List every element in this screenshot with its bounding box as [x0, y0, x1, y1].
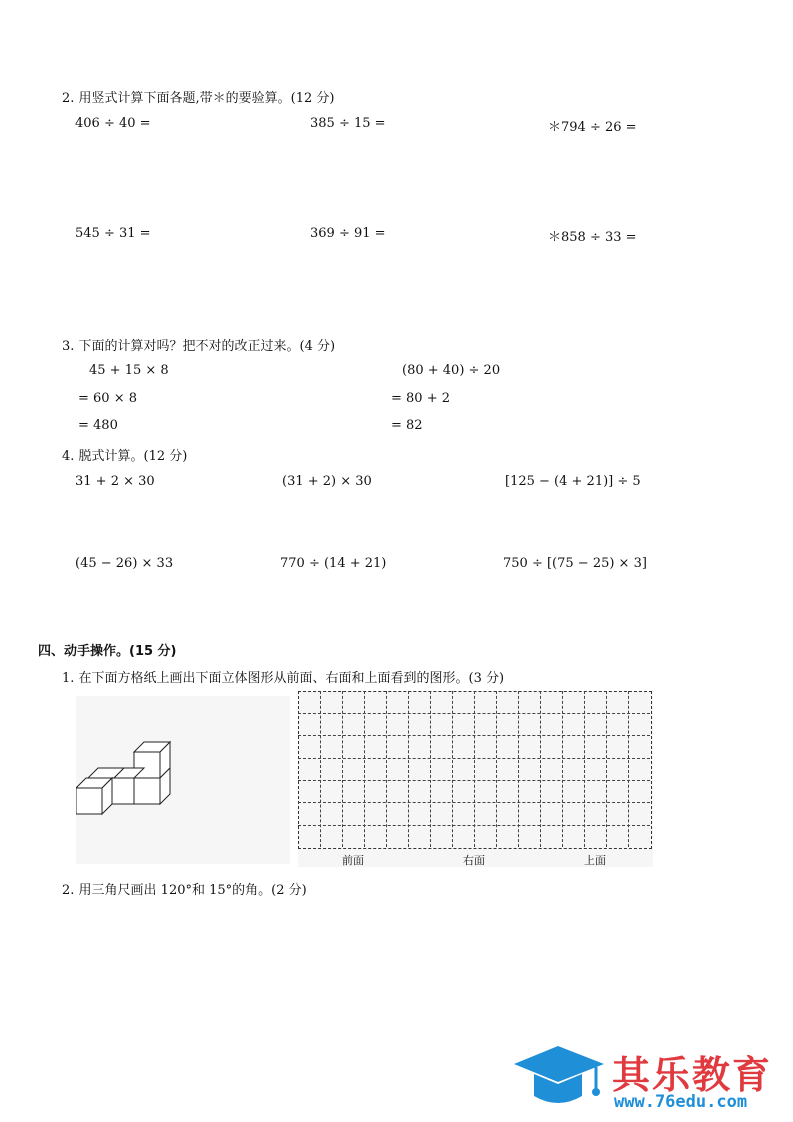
grid-label-top: 上面 — [584, 854, 606, 867]
q4-expr-5: 770 ÷ (14 + 21) — [280, 556, 387, 571]
grid-line — [342, 691, 343, 847]
q2-expr-4: 545 ÷ 31 = — [75, 226, 151, 241]
grid-line — [430, 691, 431, 847]
grid-line — [298, 758, 650, 759]
q2-title: 2. 用竖式计算下面各题,带＊的要验算。(12 分) — [62, 91, 335, 106]
q3-title: 3. 下面的计算对吗？把不对的改正过来。(4 分) — [62, 339, 336, 354]
q2-expr-2: 385 ÷ 15 = — [310, 116, 386, 131]
grid-line — [298, 825, 650, 826]
grid-line — [386, 691, 387, 847]
grid-line — [298, 780, 650, 781]
section4-title: 四、动手操作。(15 分) — [38, 644, 177, 659]
grid-line — [628, 691, 629, 847]
grid-line — [452, 691, 453, 847]
q4-title: 4. 脱式计算。(12 分) — [62, 449, 188, 464]
q3-left-line-2: = 60 × 8 — [78, 391, 137, 406]
grid-line — [320, 691, 321, 847]
grid-line — [606, 691, 607, 847]
q3-right-line-1: (80 + 40) ÷ 20 — [402, 363, 501, 378]
grid-line — [298, 802, 650, 803]
q2-expr-5: 369 ÷ 91 = — [310, 226, 386, 241]
cube-figure — [76, 696, 290, 864]
grid-line — [298, 713, 650, 714]
graduation-cap-icon — [510, 1040, 610, 1115]
grid-line — [298, 735, 650, 736]
q4-expr-4: (45 − 26) × 33 — [75, 556, 174, 571]
logo-name: 其乐教育 — [612, 1053, 773, 1097]
q3-right-line-3: = 82 — [391, 418, 423, 433]
logo — [510, 1040, 790, 1115]
grid-line — [562, 691, 563, 847]
grid-label-front: 前面 — [342, 854, 364, 867]
q2-expr-3: ＊794 ÷ 26 = — [548, 120, 637, 135]
grid-label-right: 右面 — [463, 854, 485, 867]
grid-line — [408, 691, 409, 847]
q3-right-line-2: = 80 + 2 — [391, 391, 450, 406]
q3-left-line-3: = 480 — [78, 418, 118, 433]
grid-paper[interactable] — [298, 691, 653, 867]
section4-q2: 2. 用三角尺画出 120°和 15°的角。(2 分) — [62, 883, 307, 898]
grid-line — [584, 691, 585, 847]
q4-expr-2: (31 + 2) × 30 — [282, 474, 372, 489]
q4-expr-6: 750 ÷ [(75 − 25) × 3] — [503, 556, 647, 571]
grid-line — [496, 691, 497, 847]
logo-url: www.76edu.com — [614, 1092, 748, 1112]
section4-q1: 1. 在下面方格纸上画出下面立体图形从前面、右面和上面看到的图形。(3 分) — [62, 671, 505, 686]
isometric-cubes-icon — [76, 696, 290, 864]
q3-left-line-1: 45 + 15 × 8 — [89, 363, 169, 378]
grid-line — [474, 691, 475, 847]
grid-line — [518, 691, 519, 847]
q4-expr-3: [125 − (4 + 21)] ÷ 5 — [505, 474, 641, 489]
grid-line — [540, 691, 541, 847]
grid-line — [364, 691, 365, 847]
q2-expr-1: 406 ÷ 40 = — [75, 116, 151, 131]
q2-expr-6: ＊858 ÷ 33 = — [548, 230, 637, 245]
q4-expr-1: 31 + 2 × 30 — [75, 474, 155, 489]
